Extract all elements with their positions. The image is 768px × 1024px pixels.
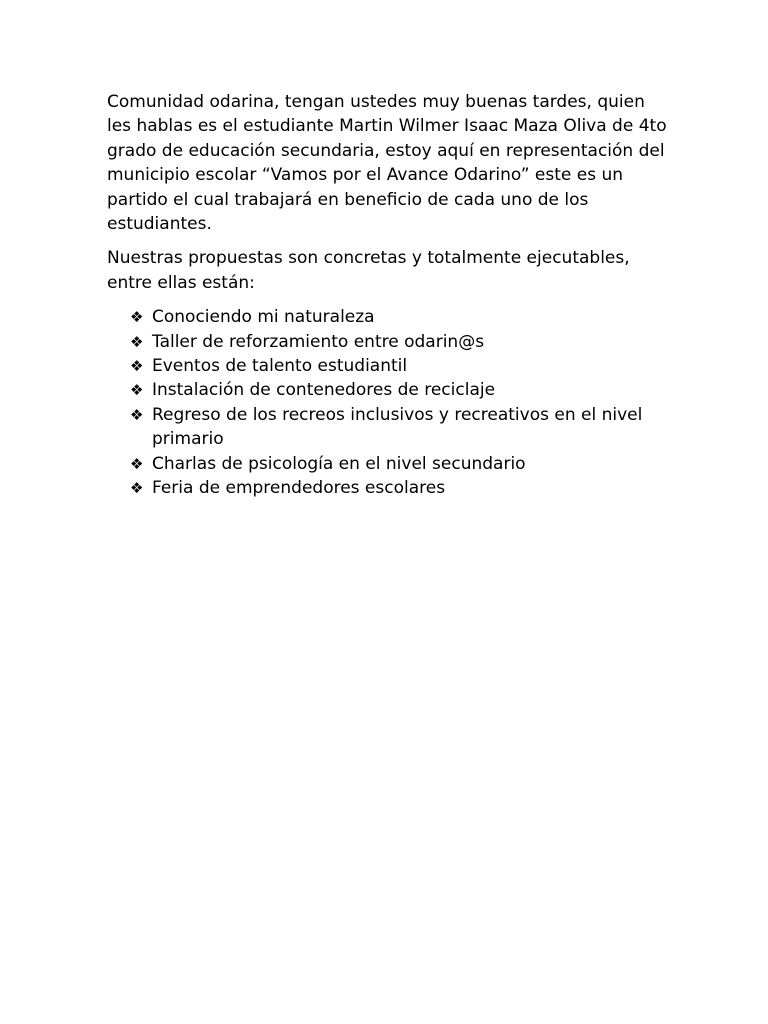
list-item [130,403,667,452]
list-item [130,476,667,500]
intro-paragraph: Comunidad odarina, tengan ustedes muy buenas tardes, quien les hablas es el estudiante Martin Wilmer Isaac Maza Oliva de 4to grado de educación secundaria, estoy aquí en representación del municipio escolar “Vamos por el Avance Odarino” este es un partido el cual trabajará en beneficio de cada uno de los estudiantes. [107,92,667,235]
list-item-text: Feria de emprendedores escolares [152,478,446,499]
diamond-bullet-icon: ❖ [130,357,144,376]
diamond-bullet-icon: ❖ [130,381,144,400]
list-item-text: Taller de reforzamiento entre odarin@s [152,331,485,352]
diamond-bullet-icon: ❖ [130,405,144,424]
list-item-text: Eventos de talento estudiantil [152,356,408,377]
proposals-list [107,305,667,500]
list-item [130,452,667,476]
list-item [130,354,667,378]
diamond-bullet-icon: ❖ [130,454,144,473]
list-item-text: Regreso de los recreos inclusivos y recreativos en el nivel primario [152,404,643,450]
list-item-text: Charlas de psicología en el nivel secundario [152,453,526,474]
diamond-bullet-icon: ❖ [130,479,144,498]
list-item-text: Conociendo mi naturaleza [152,307,375,328]
diamond-bullet-icon: ❖ [130,332,144,351]
proposals-intro-paragraph: Nuestras propuestas son concretas y totalmente ejecutables, entre ellas están: [107,248,630,293]
list-item [130,378,667,402]
document-body [107,90,667,501]
list-item [130,305,667,329]
diamond-bullet-icon: ❖ [130,308,144,327]
list-item-text: Instalación de contenedores de reciclaje [152,380,496,401]
list-item [130,330,667,354]
